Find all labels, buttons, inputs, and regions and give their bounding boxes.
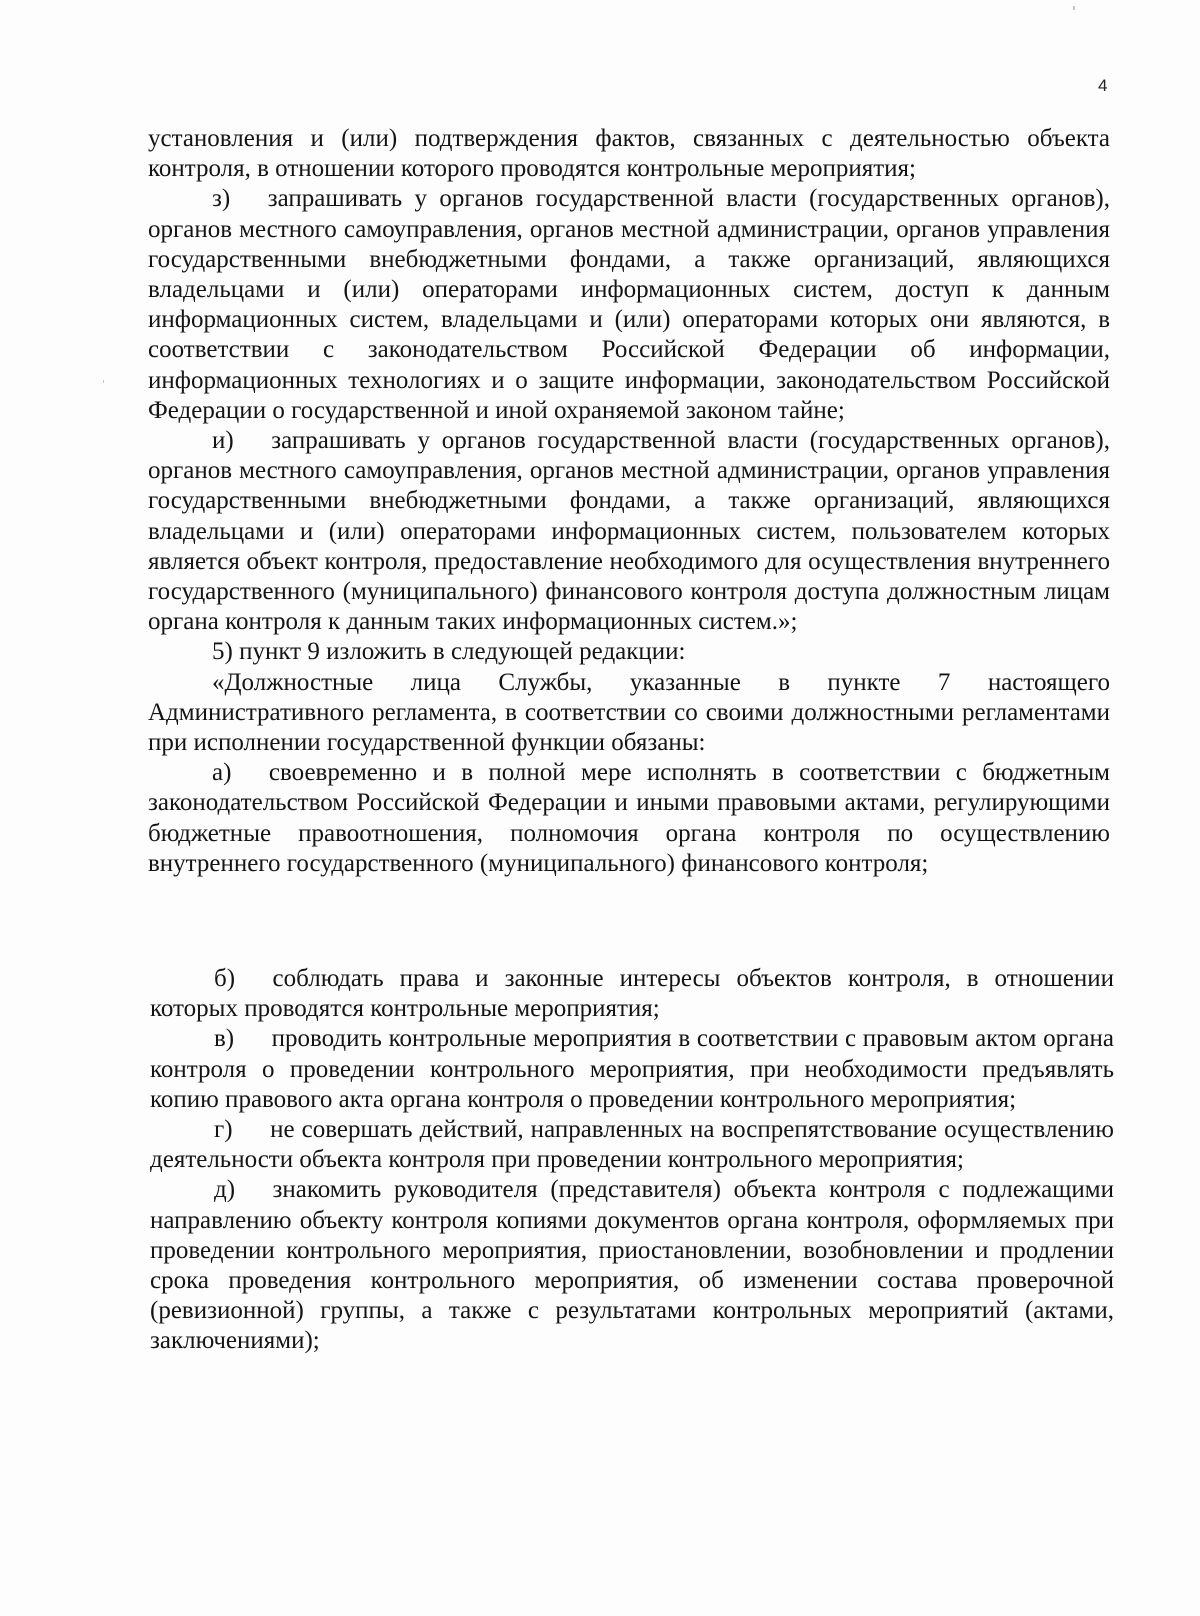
paragraph-continuation: установления и (или) подтверждения фактов, связанных с деятельностью объекта контроля, в отношении которого проводятся контрольные мероприятия; [148,125,1110,183]
scan-speck [103,380,104,383]
paragraph-item-a: а) своевременно и в полной мере исполнять в соответствии с бюджетным законодательством Российской Федерации и иными правовыми актами, регулирующими бюджетные правоотношения, полномочия органа контроля по осуществлению внутреннего государственного (муниципального) финансового контроля; [148,759,1110,877]
paragraph-item-b: б) соблюдать права и законные интересы объектов контроля, в отношении которых проводятся контрольные мероприятия; [150,965,1114,1023]
scan-speck [1073,6,1075,10]
paragraph-quote-start: «Должностные лица Службы, указанные в пункте 7 настоящего Административного регламента, в соответствии со своими должностными регламентами при исполнении государственной функции обязаны: [148,668,1110,757]
paragraph-item-i: и) запрашивать у органов государственной власти (государственных органов), органов местного самоуправления, органов местной администрации, органов управления государственными внебюджетными фондами, а также организаций, являющихся владельцами и (или) операторами информационных систем, пользователем которых является объект контроля, предоставление необходимого для осуществления внутреннего государственного (муниципального) финансового контроля доступа должностным лицам органа контроля к данным таких информационных систем.»; [148,427,1110,636]
page-number: 4 [1098,76,1108,95]
paragraph-item-z: з) запрашивать у органов государственной власти (государственных органов), органов местного самоуправления, органов местной администрации, органов управления государственными внебюджетными фондами, а также организаций, являющихся владельцами и (или) операторами информационных систем, доступ к данным информационных систем, владельцами и (или) операторами которых они являются, в соответствии с законодательством Российской Федерации об информации, информационных технологиях и о защите информации, законодательством Российской Федерации о государственной и иной охраняемой законом тайне; [148,185,1110,424]
paragraph-item-g: г) не совершать действий, направленных на воспрепятствование осуществлению деятельности объекта контроля при проведении контрольного мероприятия; [150,1116,1114,1174]
paragraph-item-d: д) знакомить руководителя (представителя) объекта контроля с подлежащими направлению объекту контроля копиями документов органа контроля, оформляемых при проведении контрольного мероприятия, приостановлении, возобновлении и продлении срока проведения контрольного мероприятия, об изменении состава проверочной (ревизионной) группы, а также с результатами контрольных мероприятий (актами, заключениями); [150,1176,1114,1355]
document-body-upper [148,124,1110,879]
document-body-lower [150,964,1114,1357]
paragraph-item-v: в) проводить контрольные мероприятия в соответствии с правовым актом органа контроля о проведении контрольного мероприятия, при необходимости предъявлять копию правового акта органа контроля о проведении контрольного мероприятия; [150,1025,1114,1113]
paragraph-point-5: 5) пункт 9 изложить в следующей редакции: [212,638,686,666]
